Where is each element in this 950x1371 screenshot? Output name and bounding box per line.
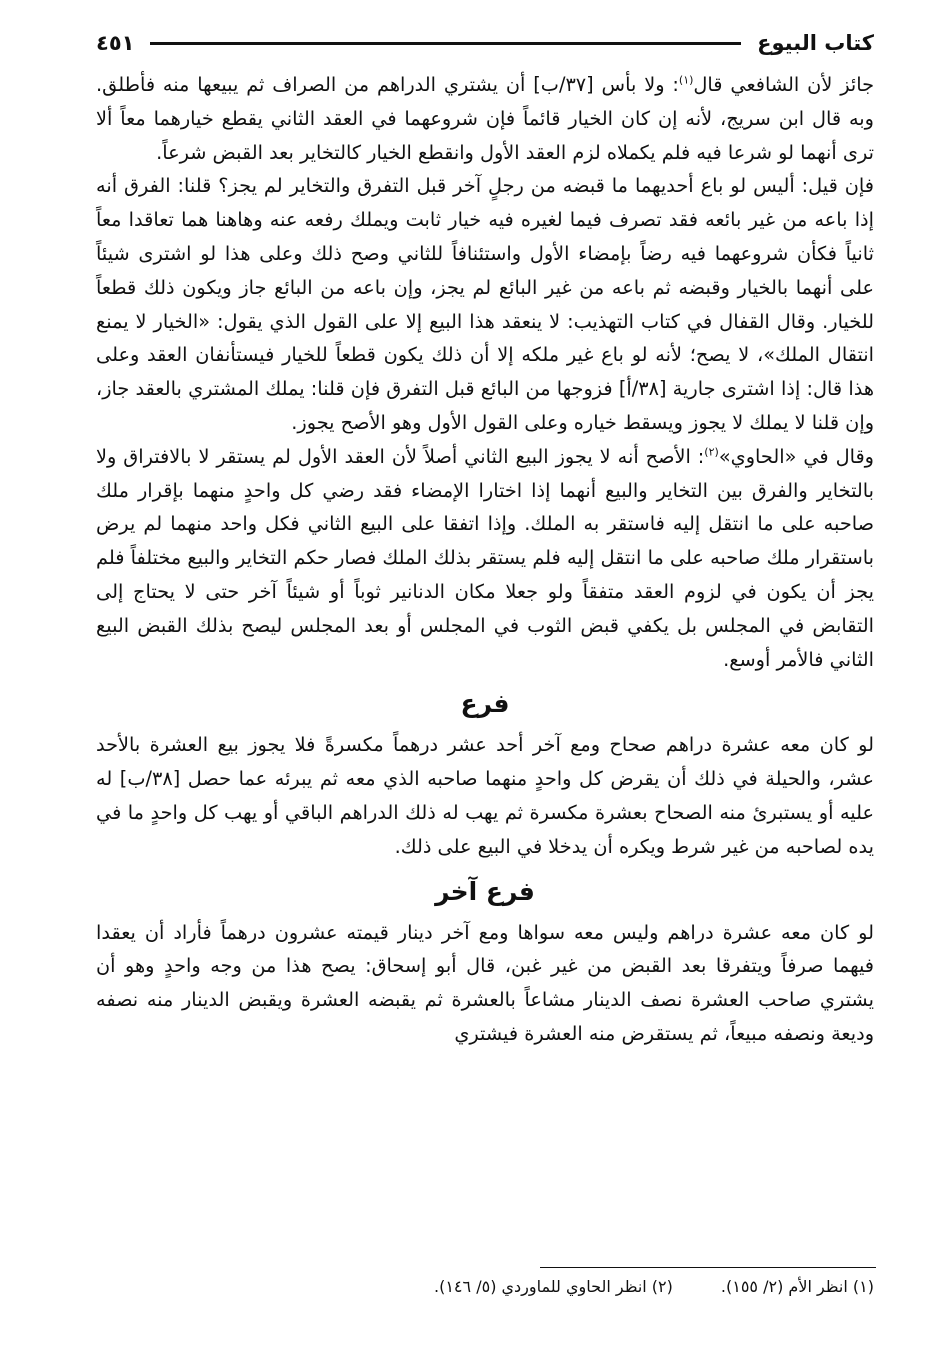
footnote-1: (١) انظر الأم (٢/ ١٥٥). [720,1277,874,1296]
main-text [96,68,874,1051]
section-heading-far: فرع [460,689,510,719]
running-header [96,22,874,64]
page [96,22,874,1051]
section-text-far-akhar: لو كان معه عشرة دراهم وليس معه سواها ومع آخر دينار قيمته عشرون درهماً فأراد أن يعقدا فيهما صرفاً ويتفرقا بعد القبض من غير غبن، قال أبو إسحاق: يصح هذا من وجه واحدٍ وهو أن يشتري صاحب العشرة نصف الدينار مشاعاً بالعشرة ثم يقبضه العشرة ويقبض الدينار منه نصفه وديعة ونصفه مبيعاً، ثم يستقرض منه العشرة فيشتري [96,920,874,1045]
paragraph-2: فإن قيل: أليس لو باع أحديهما ما قبضه من رجلٍ آخر قبل التفرق والتخاير لم يجز؟ قلنا: الفرق أنه إذا باعه من غير بائعه فقد تصرف فيما لغيره فيه خيار ثابت ويملك رفعه عنه وهاهنا هما تعاقدا معاً ثانياً فكأن شروعهما فيه رضاً بإمضاء الأول واستئنافاً للثاني وصح ذلك وعلى هذا لو اشترى شيئاً على أنهما بالخيار وقبضه ثم باعه من غير البائع لم يجز، وإن باعه من البائع جاز ويكون ذلك قطعاً للخيار. وقال القفال في كتاب التهذيب: لا ينعقد هذا البيع إلا على القول الذي يقول: «الخيار لا يمنع انتقال الملك»، لا يصح؛ لأنه لو باع غير ملكه إلا أن ذلك يكون قطعاً للخيار فيستأنفان العقد وعلى هذا قال: إذا اشترى جارية [٣٨/أ] فزوجها من البائع قبل التفرق فإن قلنا: يملك المشتري بالعقد جاز، وإن قلنا لا يملك لا يجوز ويسقط خياره وعلى القول الأول وهو الأصح يجوز. [96,174,874,434]
footnote-ref-2: (٢) [704,445,719,459]
page-number: ٤٥١ [96,31,135,55]
section-text-far: لو كان معه عشرة دراهم صحاح ومع آخر أحد عشر درهماً مكسرةً فلا يجوز بيع العشرة بالأحد عشر، والحيلة في ذلك أن يقرض كل واحدٍ منهما صاحبه الذي معه ثم يبرئه عما حصل [٣٨/ب] له عليه أو يستبرئ منه الصحاح بعشرة مكسرة ثم يهب له ذلك الدراهم الباقي أو يهب كل واحدٍ ما في يده لصاحبه من غير شرط ويكره أن يدخلا في البيع على ذلك. [96,733,874,858]
book-title: كتاب البيوع [757,31,874,55]
footnote-separator [540,1267,876,1268]
paragraph-1: جائز لأن الشافعي قال$^{(١)}$: ولا بأس [٣٧/ب] أن يشتري الدراهم من الصراف ثم يبيعها منه فأطلق. وبه قال ابن سريج، لأنه إن كان الخيار قائماً فإن شروعهما في العقد الثاني يقطع خيارهما معاً ألا ترى أنهما لو شرعا فيه فلم يكملاه لزم العقد الأول وانقطع الخيار كالتخاير بعد القبض شرعاً. [96,73,874,164]
footnotes [434,1277,874,1296]
section-heading-far-akhar: فرع آخر [435,876,535,906]
footnote-2: (٢) انظر الحاوي للماوردي (٥/ ١٤٦). [434,1277,673,1296]
footnote-ref-1: (١) [678,73,694,87]
header-rule [150,42,741,45]
paragraph-3: وقال في «الحاوي»$^{(٢)}$: الأصح أنه لا يجوز البيع الثاني أصلاً لأن العقد الأول لم يستقر لا بالافتراق ولا بالتخاير والفرق بين التخاير والبيع أنهما إذا اختارا الإمضاء فقد رضي كل واحدٍ منهما بإقرار ملك صاحبه على ما انتقل إليه فاستقر به الملك. وإذا اتفقا على البيع الثاني فكل واحد منهما لم يرض باستقرار ملك صاحبه على ما انتقل إليه فلم يستقر بذلك الملك فصار حكم التخاير والبيع مختلفاً فلم يجز أن يكون في لزوم العقد متفقاً ولو جعلا مكان الدنانير ثوباً أو شيئاً آخر حتى لا يحتاج إلى التقابض في المجلس بل يكفي قبض الثوب في المجلس أو بعد المجلس ليصح بذلك القبض البيع الثاني فالأمر أوسع. [96,444,874,671]
